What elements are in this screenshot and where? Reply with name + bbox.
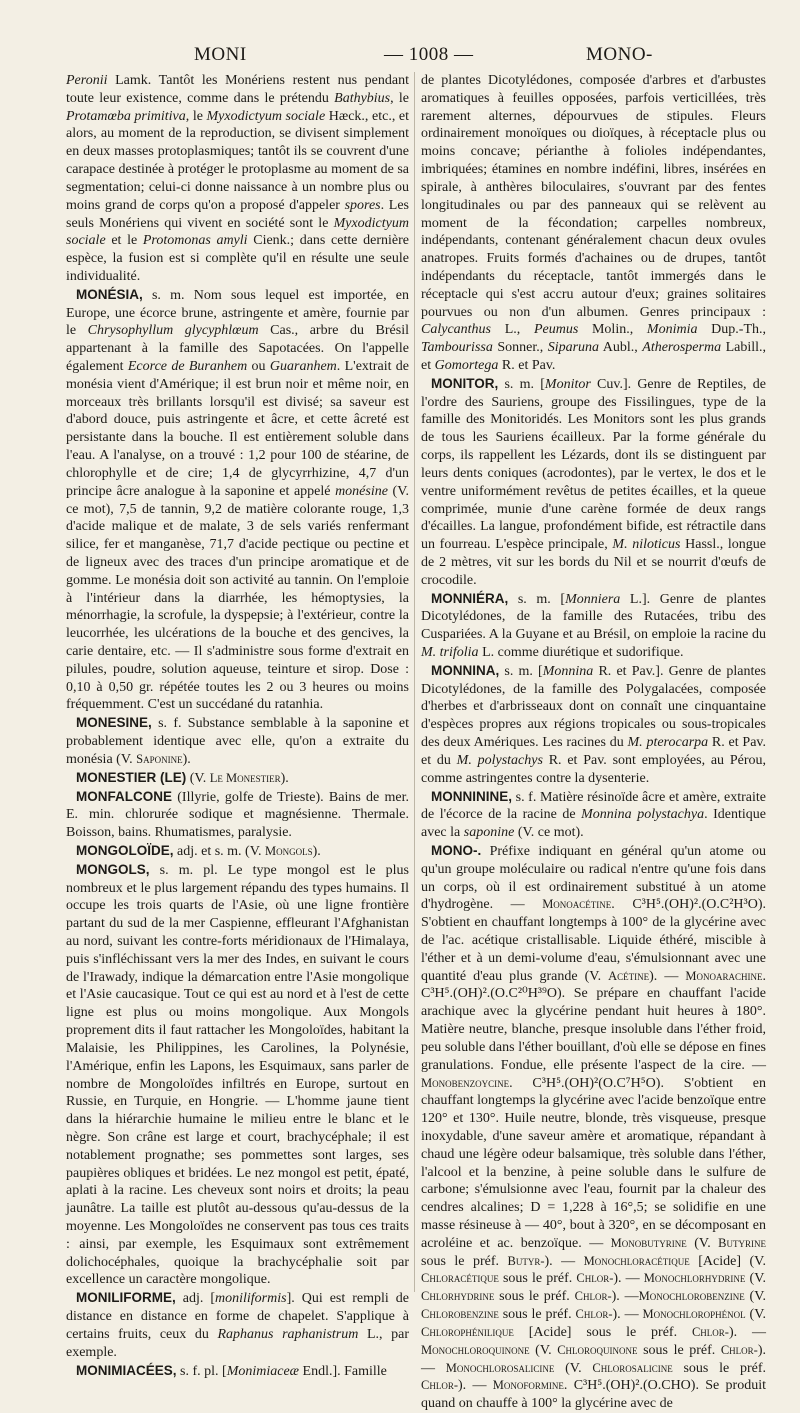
small-caps-ref: Monochloroquinone bbox=[421, 1342, 530, 1357]
entry-text: ). — bbox=[421, 1342, 766, 1376]
entry-monesia bbox=[66, 286, 409, 715]
entry-text: R. et Pav.]. Genre de plantes Dicotylédones, de la famille des Polygalacées, composée d'herbes et d'arbrisseaux dont on connaît une cinquantaine d'espèces propres aux régions tropicales ou sous-tropicales des deux Amériques. Les racines du bbox=[421, 663, 767, 751]
entry-monimiacees bbox=[66, 1362, 409, 1381]
entry-monestier bbox=[66, 769, 409, 788]
entry-text: Cuv.]. Genre de Reptiles, de l'ordre des Sauriens, groupe des Fissilingues, type de la famille des Monitoridés. Les Monitors sont les plus grands de tous les Sauriens écailleux. Par la forme générale du corps, ils rappellent les Lézards, dont ils se distinguent par leurs dents coniques (acrodontes), par le vertex, le dos et le ventre uniformément revêtus de petites écailles, et la queue comprimée, munie d'une carène formée de deux rangs d'écailles. La langue, profondément bifide, est rétractile dans un fourreau. L'espèce principale, bbox=[421, 376, 766, 553]
entry-text: et le bbox=[105, 233, 143, 249]
entry-text: adj. et s. m. (V. bbox=[173, 843, 266, 859]
italic-term: Protamœba primitiva bbox=[66, 108, 186, 124]
entry-text: s. m. [ bbox=[499, 663, 543, 679]
italic-term: Monnina polystachya bbox=[581, 807, 705, 823]
small-caps-ref: Saponine bbox=[136, 751, 183, 766]
headword: MONNININE, bbox=[431, 788, 512, 804]
entry-text: ). — bbox=[612, 1307, 643, 1323]
headword: MONITOR, bbox=[431, 375, 499, 391]
entry-text: sous le préf. bbox=[498, 1271, 577, 1287]
small-caps-ref: Mongols bbox=[265, 843, 313, 858]
entry-text: Cienk.; dans cette dernière espèce, la fusion est si complète qu'il en résulte une seule individualité. bbox=[66, 233, 409, 284]
italic-term: Myxodictyum sociale bbox=[66, 215, 409, 249]
small-caps-ref: Monochlorobenzine bbox=[638, 1289, 745, 1304]
page-number: — 1008 — bbox=[384, 44, 474, 65]
entry-mono bbox=[421, 842, 766, 1413]
entry-text: de plantes Dicotylédones, composée d'arbres et d'arbustes aromatiques à feuilles opposées, parfois verticillées, très rarement alternes, dépourvues de stipules. Fleurs ordinairement monoïques ou dioïques, à réceptacle plus ou moins concave; périanthe à folioles indépendantes, imbriquées; étamines en nombre indéfini, libres, insérées en spirale, à anthères biloculaires, s'ouvrant par des fentes longitudinales ou par des panneaux qui se relèvent au moment de la fécondation; carpelles nombreux, indépendants, contenant généralement chacun deux ovules anatropes. Fruits formés d'achaines ou de drupes, tantôt indépendants du réceptacle, tantôt immergés dans le réceptacle qui s'est accru autour d'eux; graines solitaires pourvues ou non d'un albumen. Genres principaux : bbox=[421, 73, 766, 320]
entry-text: L. comme diurétique et sudorifique. bbox=[478, 645, 684, 660]
italic-term: moniliformis bbox=[215, 1291, 287, 1307]
entry-text: s. f. Matière résinoïde âcre et amère, extraite de l'écorce de la racine de bbox=[421, 789, 766, 823]
italic-term: Guaranhem bbox=[269, 359, 337, 374]
entry-text: (V. bbox=[529, 1342, 558, 1358]
entry-text: (V. bbox=[186, 770, 210, 786]
small-caps-ref: Chlor- bbox=[691, 1324, 729, 1339]
entry-text: adj. [ bbox=[175, 1291, 215, 1307]
entry-monninine bbox=[421, 788, 766, 842]
headword: MONGOLS, bbox=[76, 861, 150, 877]
headword: MONO-. bbox=[431, 842, 482, 858]
entry-text: sous le préf. bbox=[637, 1342, 721, 1358]
small-caps-ref: Chlor- bbox=[421, 1378, 458, 1393]
entry-text: s. m. [ bbox=[508, 591, 566, 607]
italic-term: Tambourissa bbox=[421, 340, 493, 356]
entry-text: Labill., et bbox=[421, 340, 766, 373]
italic-term: Siparuna bbox=[547, 340, 600, 356]
small-caps-ref: Monobutyrine bbox=[610, 1235, 687, 1250]
entry-monitor bbox=[421, 375, 766, 590]
italic-term: Gomortega bbox=[434, 358, 499, 373]
small-caps-ref: Chlorosalicine bbox=[592, 1360, 673, 1375]
entry-text: . C³H⁵.(OH)²(O.C⁷H⁵O). S'obtient en chauffant longtemps la glycérine avec l'acide benzoïque entre 120° et 130°. Huile neutre, blonde, très visqueuse, presque inoxydable, d'une saveur amère et aromatique, répandant à chaud une légère odeur balsamique, très soluble dans l'éther, l'alcool et la benzine, à peine soluble dans le sulfure de carbone; s'émulsionne avec l'eau, fournit par la chaleur des cendres alcalines; D = 1,228 à 16°,5; se solidifie en une masse résineuse à — 40°, bout à 320°, en se décomposant en acroléine et ac. benzoïque. — bbox=[421, 1075, 766, 1251]
small-caps-ref: Chlorobenzine bbox=[421, 1307, 499, 1322]
entry-text: ). bbox=[182, 751, 191, 767]
entry-text: s. f. pl. [ bbox=[176, 1363, 227, 1379]
italic-term: M. trifolia bbox=[421, 645, 479, 660]
italic-term: Raphanus raphanistrum bbox=[217, 1326, 359, 1342]
entry-p0 bbox=[66, 72, 409, 286]
headword: MONNIÉRA, bbox=[431, 590, 509, 606]
entry-text: (V. bbox=[745, 1271, 766, 1287]
header-right-guideword: MONO- bbox=[586, 44, 653, 65]
entry-text: Préfixe indiquant en général qu'un atome ou qu'un groupe moléculaire ou radical n'entre qu'une fois dans un corps, où il est ordinairement substitué à un atome d'hydrogène. — bbox=[421, 843, 766, 913]
entry-monniera bbox=[421, 590, 766, 662]
small-caps-ref: Monoarachine bbox=[685, 968, 763, 983]
italic-term: Calycanthus bbox=[421, 322, 491, 338]
italic-term: Atherosperma bbox=[642, 340, 722, 356]
entry-text: (V. ce mot). bbox=[514, 825, 584, 841]
entry-text: Cas., arbre du Brésil appartenant à la famille des Sapotacées. On l'appelle également bbox=[66, 323, 409, 374]
italic-term: M. pterocarpa bbox=[627, 735, 709, 751]
entry-mongoloide bbox=[66, 842, 409, 861]
small-caps-ref: Butyr- bbox=[507, 1253, 545, 1268]
italic-term: saponine bbox=[463, 825, 515, 841]
italic-term: Protomonas amyli bbox=[142, 233, 248, 249]
small-caps-ref: Monobenzoycine bbox=[421, 1075, 510, 1090]
entry-text: s. m. Nom sous lequel est importée, en Europe, une écorce brune, astringente et amère, fournie par le bbox=[66, 287, 409, 339]
italic-term: Peronii bbox=[66, 73, 108, 88]
small-caps-ref: Monochloracétique bbox=[583, 1253, 690, 1268]
small-caps-ref: Chlor- bbox=[576, 1271, 614, 1286]
entry-text: (V. bbox=[744, 1289, 766, 1305]
italic-term: monésine bbox=[335, 483, 388, 499]
right-column bbox=[421, 72, 766, 1413]
entry-text: Hæck., etc., et alors, au moment de la reproduction, se divisent simplement en deux masses protoplasmiques; tantôt ils se couvrent d'une carapace destinée à protéger le protoplasme au moment de sa segmentation; celui-ci donne naissance à un nombre plus ou moins grand de corps qu'on a proposé d'appeler bbox=[66, 108, 410, 213]
column-divider bbox=[414, 72, 415, 1292]
entry-text: sous le préf. bbox=[672, 1360, 767, 1376]
italic-term: Monimiaceæ bbox=[226, 1363, 300, 1379]
entry-text: R. et Pav. bbox=[498, 358, 556, 373]
italic-term: Peumus bbox=[533, 322, 579, 338]
italic-term: Bathybius bbox=[334, 90, 391, 106]
italic-term: M. niloticus bbox=[612, 537, 681, 553]
entry-moniliforme bbox=[66, 1289, 409, 1361]
italic-term: Monimia bbox=[646, 322, 698, 338]
entry-text: sous le préf. bbox=[494, 1289, 575, 1305]
small-caps-ref: Chloroquinone bbox=[557, 1342, 638, 1357]
entry-text: Aubl., bbox=[599, 340, 643, 356]
entry-text: . Identique avec la bbox=[421, 807, 767, 841]
entry-text: Molin., bbox=[578, 322, 647, 338]
entry-text: [Acide] (V. bbox=[689, 1253, 766, 1269]
small-caps-ref: Monochlorhydrine bbox=[643, 1271, 746, 1286]
small-caps-ref: Monochlorosalicine bbox=[445, 1360, 555, 1375]
entry-text: ). — bbox=[728, 1324, 766, 1340]
entry-text: ). — bbox=[544, 1253, 584, 1269]
italic-term: Monniera bbox=[565, 591, 621, 607]
entry-monesine bbox=[66, 714, 409, 768]
headword: MONILIFORME, bbox=[76, 1290, 176, 1306]
left-column bbox=[66, 72, 409, 1380]
small-caps-ref: Chloracétique bbox=[421, 1271, 499, 1286]
entry-text: L., par exemple. bbox=[66, 1326, 410, 1360]
headword: MONGOLOÏDE, bbox=[76, 842, 174, 858]
entry-text: (V. bbox=[686, 1235, 719, 1251]
headword: MONIMIACÉES, bbox=[76, 1362, 177, 1378]
entry-text: ). — bbox=[458, 1378, 493, 1394]
small-caps-ref: Butyrine bbox=[718, 1235, 767, 1250]
entry-text: (V. ce mot), 7,5 de tannin, 9,2 de matière colorante rouge, 1,3 d'acide malique et de malate, 3 de sels variés renfermant silice, fer et manganèse, 71,7 d'acide pectique ou pectine et de ligneux avec des traces d'un principe aromatique et de gomme. Le monésia doit son activité au tannin. On l'emploie à l'intérieur dans la diarrhée, les hémoptysies, la ménorrhagie, la scrofule, la dyspepsie; à l'extérieur, contre la leucorrhée, les ulcérations de la bouche et des gencives, la carie dentaire, etc. — Il s'administre sous forme d'extrait en pilules, poudre, solution aqueuse, teinture et sirop. Dose : 0,10 à 0,50 gr. répétée toutes les 2 ou 3 heures ou moins fréquemment. C'est un succédané du ratanhia. bbox=[66, 483, 410, 713]
entry-text: L.]. Genre de plantes Dicotylédones, de la famille des Rutacées, tribu des Cuspariées. A la Guyane et au Brésil, on emploie la racine du bbox=[421, 591, 766, 643]
entry-text: Sonner., bbox=[492, 340, 548, 356]
italic-term: Ecorce de Buranhem bbox=[127, 359, 248, 374]
entry-text: s. f. Substance semblable à la saponine et probablement identique avec elle, qu'on a extraite du monésia (V. bbox=[66, 716, 409, 767]
entry-text: ). — bbox=[611, 1289, 639, 1305]
italic-term: Chrysophyllum glycyphlœum bbox=[87, 323, 259, 339]
entry-text: sous le préf. bbox=[421, 1253, 508, 1269]
entry-text: Hassl., longue de 2 mètres, vit sur les bords du Nil et se nourrit d'œufs de crocodile. bbox=[421, 537, 767, 588]
italic-term: Monnina bbox=[542, 663, 594, 679]
small-caps-ref: Chlor- bbox=[720, 1342, 758, 1357]
running-header bbox=[66, 44, 766, 68]
entry-text: [Acide] sous le préf. bbox=[513, 1324, 692, 1340]
entry-text: ou bbox=[247, 359, 270, 374]
small-caps-ref: Monochlorophénol bbox=[642, 1307, 746, 1322]
entry-text: ). — bbox=[613, 1271, 644, 1287]
small-caps-ref: Chlor- bbox=[574, 1289, 612, 1304]
entry-text: (V. bbox=[554, 1360, 593, 1376]
headword: MONESTIER (LE) bbox=[76, 769, 187, 785]
entry-text: Lamk. Tantôt les Monériens restent nus pendant toute leur existence, comme dans le prétendu bbox=[66, 73, 409, 106]
entry-text: R. et Pav. sont employées, au Pérou, comme astringentes contre la dysenterie. bbox=[421, 752, 766, 786]
entry-text: sous le préf. bbox=[498, 1307, 576, 1323]
small-caps-ref: Chlorophénilique bbox=[421, 1324, 514, 1339]
small-caps-ref: Chlorhydrine bbox=[421, 1289, 495, 1304]
entry-text: . Les seuls Monériens qui vivent en société sont le bbox=[66, 197, 410, 231]
headword: MONNINA, bbox=[431, 662, 500, 678]
entry-text: . C³H⁵.(OH)².(O.C²H³O). S'obtient en chauffant longtemps à 100° de la glycérine avec de l'ac. acétique cristallisable. Liquide éthéré, miscible à l'éther et à un demi-volume d'eau, s'émulsionnant avec une quantité d'eau plus grande (V. bbox=[421, 897, 766, 984]
headword: MONÉSIA, bbox=[76, 286, 143, 302]
entry-text: R. et Pav. et du bbox=[421, 735, 766, 768]
italic-term: spores bbox=[344, 197, 381, 213]
small-caps-ref: Chlor- bbox=[575, 1307, 613, 1322]
italic-term: Myxodictyum sociale bbox=[206, 108, 326, 124]
entry-text: s. m. [ bbox=[498, 376, 545, 392]
small-caps-ref: Acétine bbox=[608, 968, 650, 983]
entry-text: , le bbox=[390, 90, 410, 106]
italic-term: M. polystachys bbox=[456, 752, 543, 768]
small-caps-ref: Monoacétine bbox=[542, 897, 612, 912]
headword: MONFALCONE bbox=[76, 788, 172, 804]
entry-text: ). — bbox=[649, 968, 686, 984]
entry-text: (V. bbox=[745, 1307, 767, 1323]
entry-text: (Illyrie, golfe de Trieste). Bains de mer. E. min. chlorurée sodique et magnésienne. Thermale. Boisson, bains. Rhumatismes, paralysie. bbox=[66, 789, 409, 841]
entry-monnina bbox=[421, 662, 766, 788]
entry-text: Endl.]. Famille bbox=[299, 1363, 387, 1379]
entry-text: s. m. pl. Le type mongol est le plus nombreux et le plus largement répandu des types humains. Il occupe les trois quarts de l'Asie, où une ligne frontière partant du sud de la mer Caspienne, effleurant l'Afghanistan au nord, suivant les contre-forts méridionaux de l'Himalaya, puis s'infléchissant vers la mer des Indes, en suivant le cours de l'Irawady, indique la démarcation entre l'Asie mongolique et l'Asie caucasique. Tout ce qui est au nord et à l'est de cette ligne est plus ou moins mongolique. Aux Mongols proprement dits il faut rattacher les Mongoloïdes, habitant la Malaisie, les Philippines, les Carolines, la Polynésie, l'Amérique, enfin les Lapons, les Esquimaux, sans parler de nombre de Mongoloïdes infiltrés en Europe, surtout en Russie, en Turquie, en Hongrie. — L'homme jaune tient dans la hiérarchie humaine le milieu entre le blanc et le nègre. Son crâne est large et court, brachycéphale; il est notablement prognathe; ses pommettes sont larges, ses paupières obliques et bridées. Le nez mongol est petit, épaté, aplati à la racine. Les cheveux sont noirs et droits; la peau jaunâtre. La taille est plutôt au-dessous qu'au-dessus de la moyenne. Les Mongoloïdes ne conservent pas tous ces traits : ainsi, par exemple, les Esquimaux sont extrêmement dolichocéphales, quoique la brachycéphalie soit par excellence un caractère mongolique. bbox=[66, 862, 409, 1288]
headword: MONESINE, bbox=[76, 715, 152, 731]
entry-text: . C³H⁵.(OH)².(O.CHO). Se produit quand on chauffe à 100° la glycérine avec de bbox=[421, 1378, 766, 1412]
entry-p1 bbox=[421, 72, 766, 375]
italic-term: Monitor bbox=[544, 376, 591, 392]
entry-text: Dup.-Th., bbox=[697, 322, 766, 338]
header-left-guideword: MONI bbox=[194, 44, 247, 65]
entry-text: ). bbox=[312, 843, 321, 859]
entry-text: L., bbox=[491, 322, 534, 338]
entry-mongols bbox=[66, 861, 409, 1290]
entry-monfalcone bbox=[66, 788, 409, 842]
entry-text: . L'extrait de monésia vient d'Amérique; il est brun noir et même noir, en morceaux très brillants lorsqu'il est divisé; sa saveur est d'abord douce, puis astringente et âcre, et cette âcreté est persistante dans la bouche. Il est entièrement soluble dans l'eau. A l'analyse, on a trouvé : 1,2 pour 100 de stéarine, de chlorophylle et de cire; 1,4 de glycyrrhizine, 4,7 d'un principe âcre analogue à la saponine et appelé bbox=[66, 359, 410, 499]
entry-text: , le bbox=[185, 108, 207, 124]
entry-text: ]. Qui est rempli de distance en distance en forme de chapelet. S'applique à certains fruits, ceux du bbox=[66, 1291, 409, 1342]
entry-text: . C³H⁵.(OH)².(O.C²⁰H³⁹O). Se prépare en chauffant l'acide arachique avec la glycérine pendant huit heures à 180°. Matière neutre, blanche, presque insoluble dans l'éther froid, peu soluble dans l'éther bouillant, d'où elle se dépose en fines granulations. Fondue, elle présente l'aspect de la cire. — bbox=[421, 968, 766, 1073]
small-caps-ref: Le Monestier bbox=[209, 770, 281, 785]
small-caps-ref: Monoformine bbox=[492, 1378, 564, 1393]
entry-text: ). bbox=[280, 770, 289, 786]
